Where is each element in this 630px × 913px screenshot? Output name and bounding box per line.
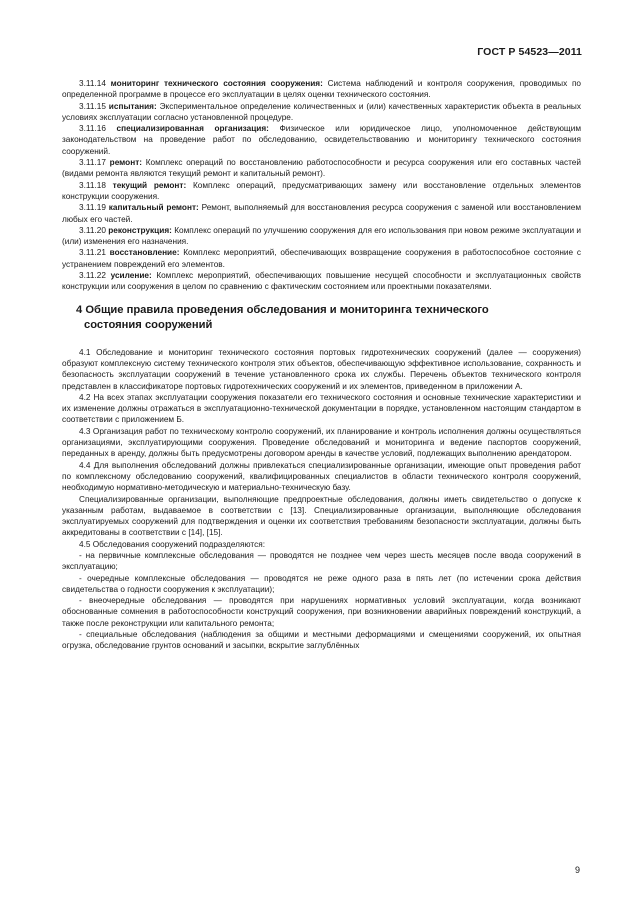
paragraph-4-5: 4.5 Обследования сооружений подразделяются: bbox=[79, 539, 265, 549]
paragraph-4-4-cont: Специализированные организации, выполняющие предпроектные обследования, должны иметь свидетельство о допуске к указанным работам, выдаваемое в соответствии с [13]. Специализированные организации, выполняющие обследования эксплуатируемых сооружений для подтверждения и оценки их соответствия требованиям безопасности эксплуатации, должны быть аккредитованы в соответствии с [14], [15]. bbox=[62, 494, 581, 538]
term-3-11-16: 3.11.16 специализированная организация: Физическое или юридическое лицо, уполномоченное действующим законодательством на проведение работ по обследованию, освидетельствованию и мониторингу технического состояния сооружений. bbox=[62, 124, 581, 156]
list-item-primary: - на первичные комплексные обследования — проводятся не позднее чем через шесть месяцев после ввода сооружений в эксплуатацию; bbox=[62, 550, 581, 572]
term-3-11-17: 3.11.17 ремонт: Комплекс операций по восстановлению работоспособности и ресурса сооружения или его составных частей (видами ремонта являются текущий ремонт и капитальный ремонт). bbox=[62, 158, 581, 179]
term-3-11-18: 3.11.18 текущий ремонт: Комплекс операций, предусматривающих замену или восстановление отдельных элементов конструкции сооружения. bbox=[62, 180, 581, 201]
section-4-body bbox=[62, 347, 581, 652]
document-id-header: ГОСТ Р 54523—2011 bbox=[477, 46, 582, 58]
list-item-regular: - очередные комплексные обследования — проводятся не реже одного раза в пять лет (по истечении срока действия свидетельства о годности сооружения к эксплуатации); bbox=[62, 573, 581, 594]
term-3-11-22: 3.11.22 усиление: Комплекс мероприятий, обеспечивающих повышение несущей способности и эксплуатационных свойств конструкции или сооружения в целом по сравнению с фактическим состоянием или проектными показателями. bbox=[62, 271, 581, 292]
terms-list bbox=[62, 78, 581, 293]
term-3-11-15: 3.11.15 испытания: Экспериментальное определение количественных и (или) качественных характеристик объекта в реальных условиях эксплуатации согласно установленной процедуре. bbox=[62, 101, 581, 122]
paragraph-4-2: 4.2 На всех этапах эксплуатации сооружения показатели его технического состояния и основные технические характеристики и их изменение должны отражаться в эксплуатационно-технической документации в порядке, установленном настоящим стандартом в соответствии с приложением Б. bbox=[62, 392, 581, 425]
paragraph-4-3: 4.3 Организация работ по техническому контролю сооружений, их планирование и контроль исполнения должны осуществляться организациями, эксплуатирующими сооружения. Проведение обследований и мониторинга и ведение паспортов сооружений, переданных в аренду, должны быть предусмотрены договором аренды в качестве условий, подлежащих выполнению арендатором. bbox=[62, 426, 581, 459]
term-3-11-21: 3.11.21 восстановление: Комплекс мероприятий, обеспечивающих возвращение сооружения в работоспособное состояние с устранением повреждений его элементов. bbox=[62, 248, 581, 269]
term-3-11-14: 3.11.14 мониторинг технического состояния сооружения: Система наблюдений и контроля сооружения, проводимых по определенной программе в процессе его эксплуатации в целях оценки технического состояния. bbox=[62, 79, 581, 100]
page-number: 9 bbox=[574, 865, 580, 875]
term-3-11-19: 3.11.19 капитальный ремонт: Ремонт, выполняемый для восстановления ресурса сооружения с заменой или восстановлением любых его частей. bbox=[62, 203, 582, 224]
paragraph-4-4: 4.4 Для выполнения обследований должны привлекаться специализированные организации, имеющие опыт проведения работ по комплексному обследованию сооружений, квалифицированных специалистов в области технического контроля сооружений, необходимую нормативно-методическую и материально-техническую базу. bbox=[62, 460, 581, 493]
list-item-special: - специальные обследования (наблюдения за общими и местными деформациями и смещениями сооружений, их опытная огрузка, обследование грунтов оснований и засыпки, вскрытие заглублённых bbox=[62, 630, 581, 651]
paragraph-4-1: 4.1 Обследование и мониторинг технического состояния портовых гидротехнических сооружений (далее — сооружения) образуют комплексную систему технического контроля этих объектов, обеспечивающую эффективное использование, сохранность и безопасность эксплуатации сооружений в течение установленного срока их службы. Перечень объектов технического контроля представлен в классификаторе портовых гидротехнических сооружений и их элементов, приведенном в приложении А. bbox=[62, 347, 581, 391]
list-item-extraordinary: - внеочередные обследования — проводятся при нарушениях нормативных условий эксплуатации, когда возникают обоснованные сомнения в работоспособности конструкций сооружения, при возникновении аварийных повреждений конструкций, а также после реконструкции или капитального ремонта; bbox=[62, 596, 581, 628]
page-body bbox=[62, 78, 581, 652]
section-4-title: 4 Общие правила проведения обследования и мониторинга технического состояния сооружений bbox=[76, 303, 489, 331]
term-3-11-20: 3.11.20 реконструкция: Комплекс операций по улучшению сооружения для его использования при новом режиме эксплуатации и (или) изменения его назначения. bbox=[62, 225, 582, 247]
